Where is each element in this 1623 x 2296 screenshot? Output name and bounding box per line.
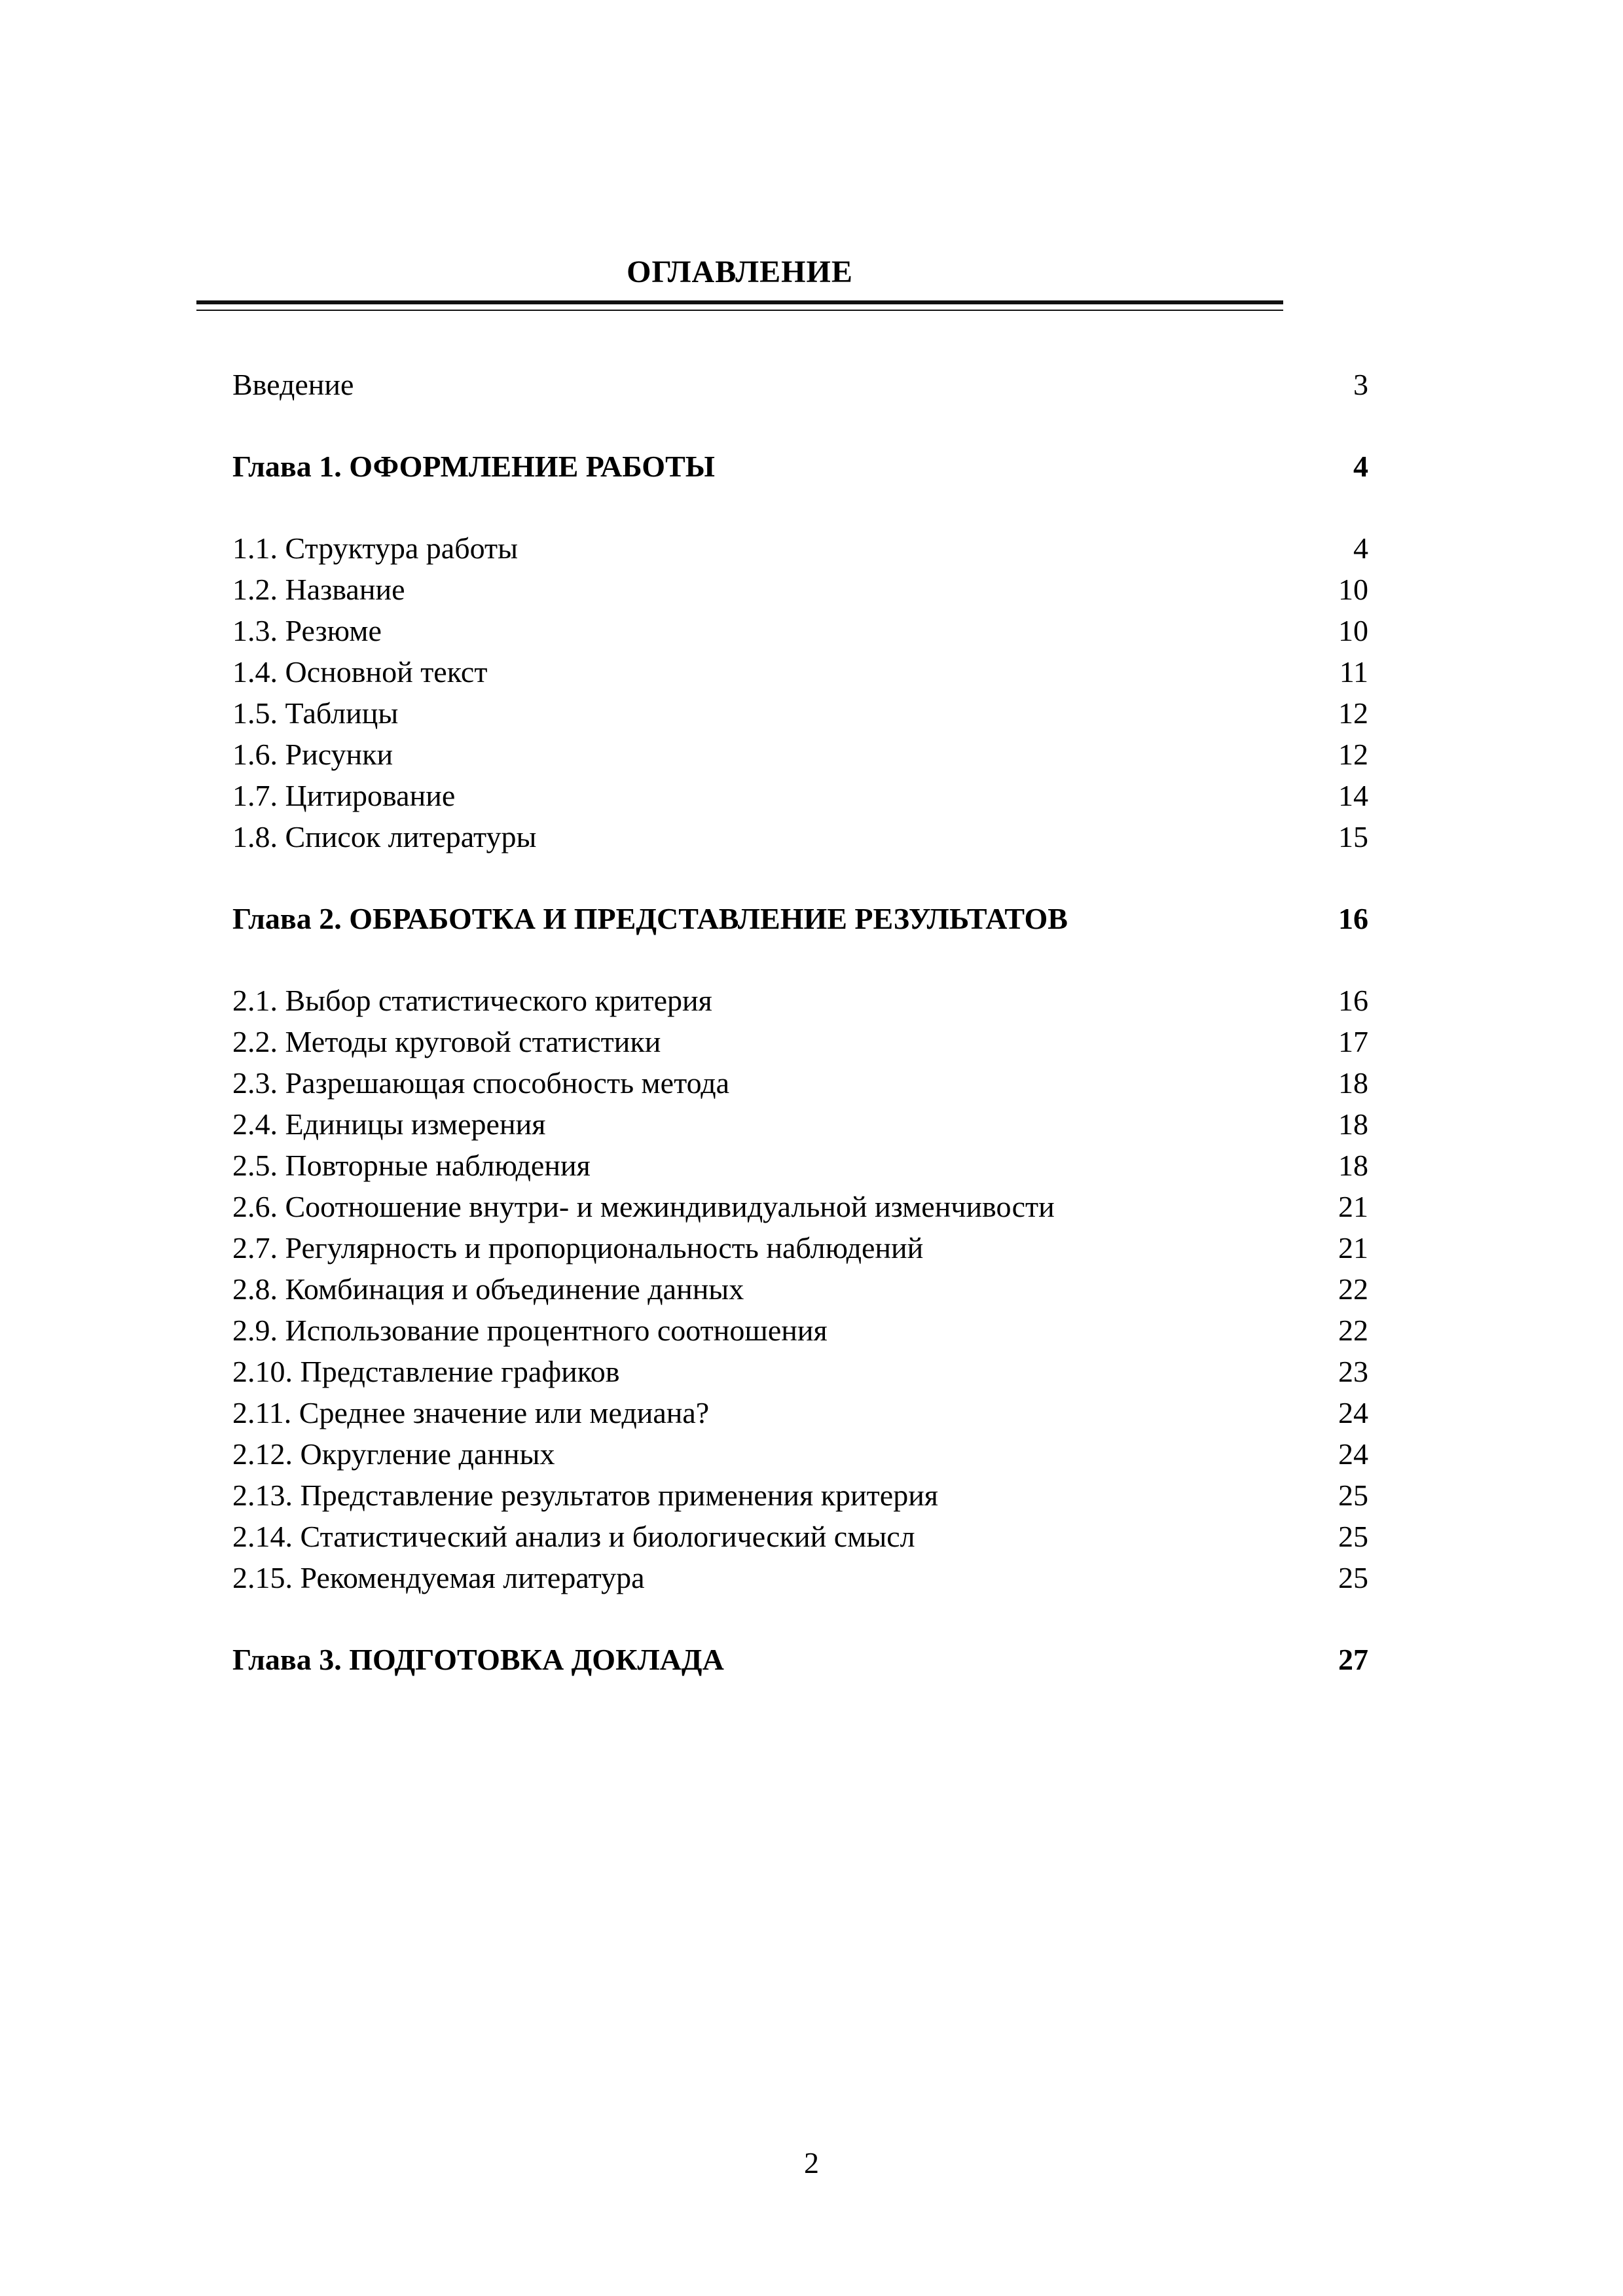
page-header — [196, 255, 1283, 311]
toc-entry-page: 18 — [1338, 1149, 1368, 1182]
toc-entry-label: 1.1. Структура работы — [232, 531, 519, 565]
toc-entry-label: 2.8. Комбинация и объединение данных — [232, 1272, 744, 1306]
toc-entry-page: 12 — [1338, 696, 1368, 730]
toc-entry — [232, 692, 1368, 734]
toc-entry — [232, 1062, 1368, 1103]
toc-entry-page: 18 — [1338, 1107, 1368, 1141]
page-number: 2 — [804, 2146, 819, 2179]
toc-entry — [232, 651, 1368, 692]
toc-entry-page: 23 — [1338, 1355, 1368, 1388]
title-rule-thick — [196, 300, 1283, 304]
toc-entry — [232, 1516, 1368, 1557]
toc-entry-label: 1.7. Цитирование — [232, 779, 456, 812]
toc-entry-page: 11 — [1339, 655, 1368, 689]
toc-entry-label: 2.4. Единицы измерения — [232, 1107, 546, 1141]
toc-entry-label: 2.9. Использование процентного соотношения — [232, 1314, 828, 1347]
toc-entry-label: 1.4. Основной текст — [232, 655, 488, 689]
toc-entry-page: 15 — [1338, 820, 1368, 853]
toc-entry — [232, 1433, 1368, 1475]
toc-entry-page: 12 — [1338, 738, 1368, 771]
toc-entry — [232, 446, 1368, 487]
toc-entry — [232, 1475, 1368, 1516]
toc-entry-label: 2.3. Разрешающая способность метода — [232, 1066, 730, 1100]
toc-entry — [232, 1145, 1368, 1186]
toc-entry-page: 21 — [1338, 1231, 1368, 1265]
toc-entry — [232, 1021, 1368, 1062]
toc-entry-page: 22 — [1338, 1314, 1368, 1347]
toc-entry-label: Введение — [232, 368, 354, 401]
toc-entry-label: 2.1. Выбор статистического критерия — [232, 984, 712, 1017]
toc-entry-label: Глава 3. ПОДГОТОВКА ДОКЛАДА — [232, 1643, 724, 1676]
toc-entry-page: 16 — [1338, 902, 1368, 935]
toc-entry-label: 2.7. Регулярность и пропорциональность наблюдений — [232, 1231, 924, 1265]
toc-entry-page: 16 — [1338, 984, 1368, 1017]
toc-entry — [232, 816, 1368, 857]
toc-entry — [232, 528, 1368, 569]
toc-entry — [232, 1639, 1368, 1680]
toc-entry — [232, 610, 1368, 651]
toc-entry-label: Глава 2. ОБРАБОТКА И ПРЕДСТАВЛЕНИЕ РЕЗУЛЬТАТОВ — [232, 902, 1068, 935]
toc-entry — [232, 1392, 1368, 1433]
title-rule-thin — [196, 310, 1283, 311]
toc-entry-page: 27 — [1338, 1643, 1368, 1676]
toc-entry-label: 1.5. Таблицы — [232, 696, 399, 730]
toc-entry-label: 2.6. Соотношение внутри- и межиндивидуальной изменчивости — [232, 1190, 1055, 1223]
toc-entry-label: 2.5. Повторные наблюдения — [232, 1149, 591, 1182]
toc-entry-label: 2.11. Среднее значение или медиана? — [232, 1396, 710, 1429]
toc-entry — [232, 734, 1368, 775]
toc-entry-label: 2.10. Представление графиков — [232, 1355, 620, 1388]
toc-entry-label: Глава 1. ОФОРМЛЕНИЕ РАБОТЫ — [232, 450, 715, 483]
toc-entry — [232, 1227, 1368, 1268]
toc-entry-page: 21 — [1338, 1190, 1368, 1223]
toc-entry-label: 2.2. Методы круговой статистики — [232, 1025, 661, 1058]
toc-entry — [232, 1186, 1368, 1227]
toc-entry-page: 25 — [1338, 1520, 1368, 1553]
toc-entry-label: 2.13. Представление результатов применения критерия — [232, 1479, 938, 1512]
toc-entry-label: 2.14. Статистический анализ и биологический смысл — [232, 1520, 915, 1553]
toc-entry — [232, 775, 1368, 816]
toc-entry — [232, 1557, 1368, 1598]
toc-entry-page: 24 — [1338, 1396, 1368, 1429]
toc-entry-page: 25 — [1338, 1561, 1368, 1594]
toc-entry — [232, 1268, 1368, 1310]
toc-entry-page: 4 — [1353, 531, 1368, 565]
toc-list — [232, 364, 1368, 1680]
toc-entry-page: 22 — [1338, 1272, 1368, 1306]
page-title: ОГЛАВЛЕНИЕ — [627, 255, 853, 289]
toc-entry-label: 1.6. Рисунки — [232, 738, 393, 771]
toc-entry — [232, 898, 1368, 939]
toc-entry — [232, 980, 1368, 1021]
toc-entry-label: 1.3. Резюме — [232, 614, 382, 647]
toc-entry — [232, 1103, 1368, 1145]
toc-entry-page: 10 — [1338, 614, 1368, 647]
toc-entry — [232, 1351, 1368, 1392]
toc-entry-page: 25 — [1338, 1479, 1368, 1512]
toc-entry-page: 17 — [1338, 1025, 1368, 1058]
toc-entry-page: 3 — [1353, 368, 1368, 401]
toc-entry-page: 14 — [1338, 779, 1368, 812]
toc-entry-page: 4 — [1353, 450, 1368, 483]
toc-entry-label: 1.2. Название — [232, 573, 405, 606]
toc-entry-page: 10 — [1338, 573, 1368, 606]
toc-entry-label: 2.15. Рекомендуемая литература — [232, 1561, 645, 1594]
toc-entry-label: 1.8. Список литературы — [232, 820, 537, 853]
toc-entry — [232, 569, 1368, 610]
toc-entry-page: 18 — [1338, 1066, 1368, 1100]
toc-entry — [232, 364, 1368, 405]
toc-entry-page: 24 — [1338, 1437, 1368, 1471]
toc-entry — [232, 1310, 1368, 1351]
toc-entry-label: 2.12. Округление данных — [232, 1437, 555, 1471]
